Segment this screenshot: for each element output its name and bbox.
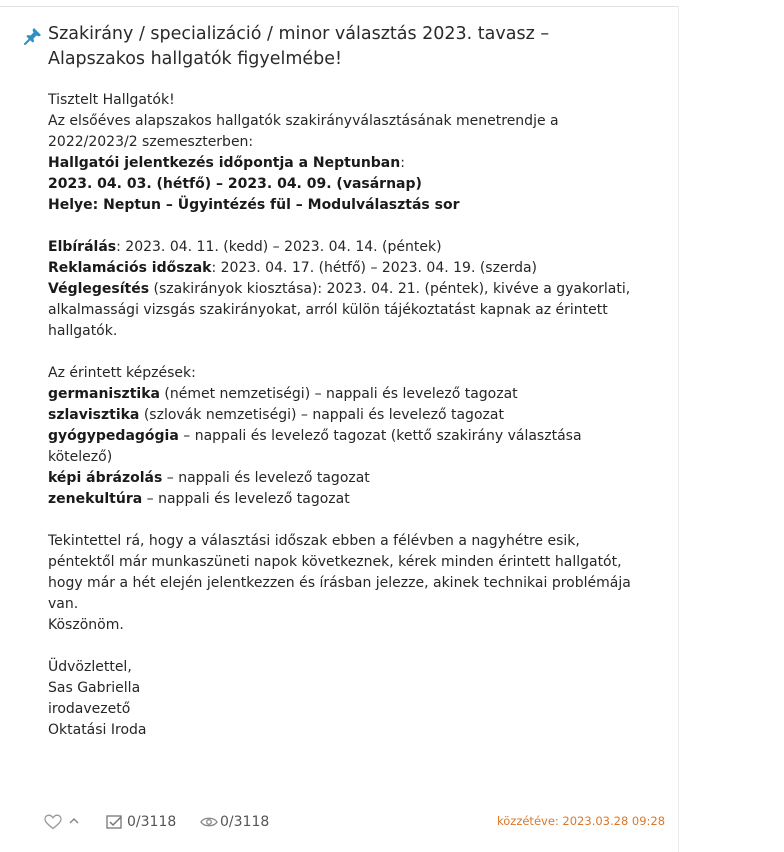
greeting: Tisztelt Hallgatók! xyxy=(48,92,175,108)
view-count: 0/3118 xyxy=(220,814,270,830)
signature-title: irodavezető xyxy=(48,701,131,717)
post-title-line1: Szakirány / specializáció / minor választás 2023. tavasz – xyxy=(48,24,550,44)
intro-text: Az elsőéves alapszakos hallgatók szakirányválasztásának menetrendje a 2022/2023/2 szemeszterben: xyxy=(48,113,559,150)
heart-icon[interactable] xyxy=(44,814,62,830)
complaint-line: Reklamációs időszak: 2023. 04. 17. (hétfő) – 2023. 04. 19. (szerda) xyxy=(48,260,538,276)
post-footer xyxy=(0,812,678,834)
finalization-line: Véglegesítés (szakirányok kiosztása): 2023. 04. 21. (péntek), kivéve a gyakorlati, alkalmassági vizsgás szakirányokat, arról külön tájékoztatást kapnak az érintett hallgatók. xyxy=(48,281,631,339)
application-time-label: Hallgatói jelentkezés időpontja a Neptunban: xyxy=(48,155,405,171)
programs-heading: Az érintett képzések: xyxy=(48,365,196,381)
chevron-up-icon[interactable] xyxy=(68,812,80,830)
program-item: zenekultúra – nappali és levelező tagozat xyxy=(48,491,350,507)
thanks-text: Köszönöm. xyxy=(48,617,124,633)
post-body xyxy=(48,90,648,741)
signature-office: Oktatási Iroda xyxy=(48,722,147,738)
program-item: képi ábrázolás – nappali és levelező tagozat xyxy=(48,470,370,486)
program-item: gyógypedagógia – nappali és levelező tagozat (kettő szakirány választása kötelező) xyxy=(48,428,582,465)
right-divider xyxy=(678,6,679,852)
signature-name: Sas Gabriella xyxy=(48,680,141,696)
post-title xyxy=(48,22,608,72)
post-title-line2: Alapszakos hallgatók figyelmébe! xyxy=(48,49,343,69)
program-item: szlavisztika (szlovák nemzetiségi) – nappali és levelező tagozat xyxy=(48,407,504,423)
application-location: Helye: Neptun – Ügyintézés fül – Modulválasztás sor xyxy=(48,197,460,213)
pin-icon xyxy=(24,27,42,45)
evaluation-line: Elbírálás: 2023. 04. 11. (kedd) – 2023. 04. 14. (péntek) xyxy=(48,239,442,255)
application-dates: 2023. 04. 03. (hétfő) – 2023. 04. 09. (vasárnap) xyxy=(48,176,422,192)
program-item: germanisztika (német nemzetiségi) – nappali és levelező tagozat xyxy=(48,386,518,402)
signature-closing: Üdvözlettel, xyxy=(48,659,132,675)
eye-icon xyxy=(200,816,218,828)
top-divider xyxy=(0,6,678,7)
read-receipt-icon xyxy=(106,814,124,830)
notice-text: Tekintettel rá, hogy a választási időszak ebben a félévben a nagyhétre esik, péntektől már munkaszüneti napok következnek, kérek minden érintett hallgatót, hogy már a hét elején jelentkezzen és írásban jelezze, akinek technikai problémája van. xyxy=(48,533,631,612)
read-count: 0/3118 xyxy=(127,814,177,830)
published-date: közzétéve: 2023.03.28 09:28 xyxy=(497,814,666,828)
